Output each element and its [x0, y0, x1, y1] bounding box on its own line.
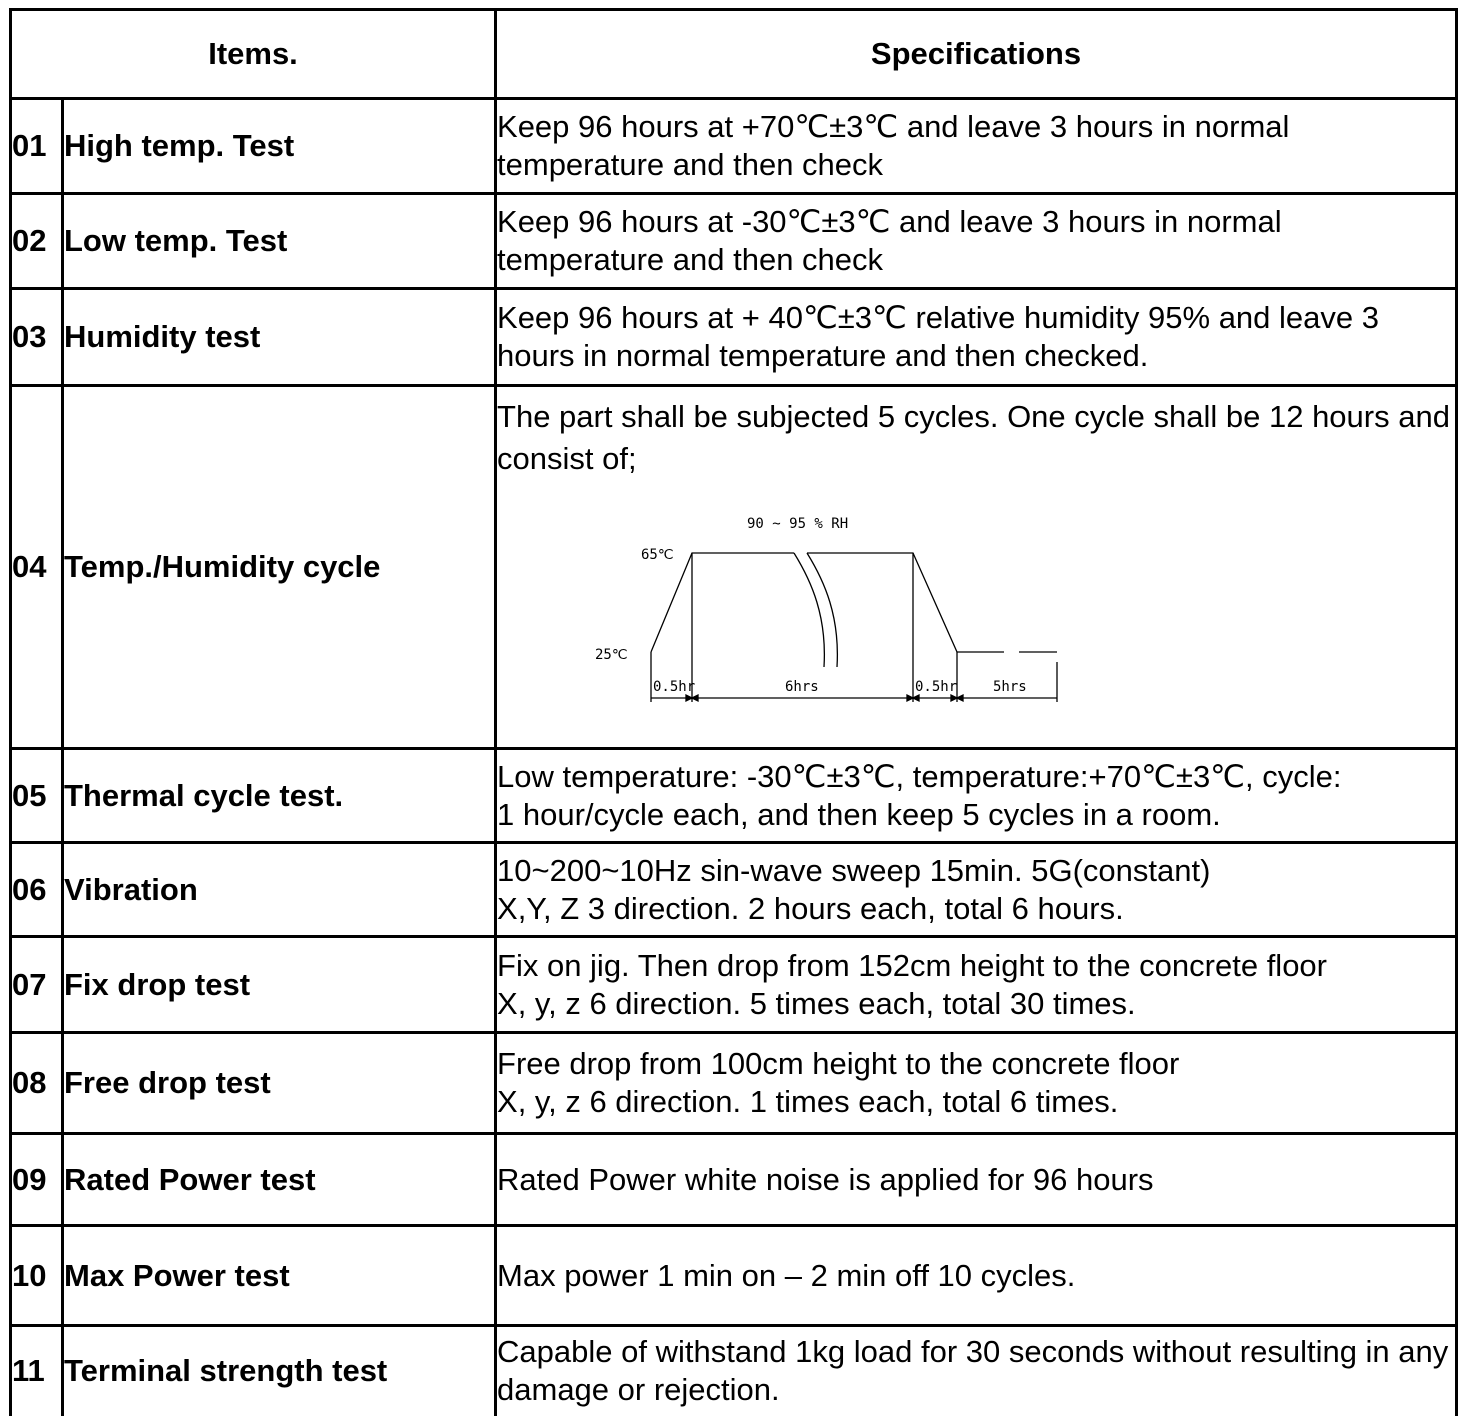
items-header: Items. — [11, 10, 496, 99]
item-name: Max Power test — [63, 1226, 496, 1326]
item-name: Free drop test — [63, 1033, 496, 1134]
table-row — [11, 1134, 1457, 1226]
segment-label: 6hrs — [785, 679, 819, 695]
spec-line: Low temperature: -30℃±3℃, temperature:+70℃±3℃, cycle: — [497, 758, 1342, 794]
item-name: Fix drop test — [63, 937, 496, 1033]
table-row — [11, 1326, 1457, 1416]
spec-line: X,Y, Z 3 direction. 2 hours each, total 6 hours. — [497, 890, 1124, 926]
spec-line: X, y, z 6 direction. 5 times each, total 30 times. — [497, 985, 1136, 1021]
item-name: Humidity test — [63, 289, 496, 386]
spec-cell — [496, 1326, 1457, 1416]
item-name: Rated Power test — [63, 1134, 496, 1226]
spec-line: temperature and then check — [497, 147, 884, 182]
spec-line: Capable of withstand 1kg load for 30 seconds without resulting in any — [497, 1334, 1449, 1370]
segment-label: 5hrs — [993, 679, 1027, 695]
row-number: 01 — [11, 99, 63, 194]
spec-line: X, y, z 6 direction. 1 times each, total 6 times. — [497, 1084, 1119, 1119]
spec-cell — [496, 843, 1457, 937]
item-name: Terminal strength test — [63, 1326, 496, 1416]
spec-line: Max power 1 min on – 2 min off 10 cycles. — [497, 1257, 1076, 1293]
table-row — [11, 386, 1457, 749]
table-row — [11, 194, 1457, 289]
row-number: 10 — [11, 1226, 63, 1326]
high-temp-label: 65℃ — [641, 547, 674, 563]
spec-line: Keep 96 hours at -30℃±3℃ and leave 3 hours in normal — [497, 204, 1282, 239]
spec-cell — [496, 386, 1457, 749]
spec-line: Keep 96 hours at +70℃±3℃ and leave 3 hours in normal — [497, 109, 1290, 144]
table-row — [11, 289, 1457, 386]
profile-rise-line — [651, 553, 794, 652]
table-row — [11, 1226, 1457, 1326]
row-number: 02 — [11, 194, 63, 289]
spec-line: Free drop from 100cm height to the concrete floor — [497, 1046, 1180, 1081]
table-row — [11, 1033, 1457, 1134]
row-number: 04 — [11, 386, 63, 749]
spec-cell — [496, 1226, 1457, 1326]
segment-label: 0.5hr — [915, 679, 958, 695]
spec-cell — [496, 1134, 1457, 1226]
item-name: Low temp. Test — [63, 194, 496, 289]
cycle-profile-diagram — [497, 477, 1137, 747]
test-spec-table — [9, 8, 1458, 1416]
table-row — [11, 749, 1457, 843]
row-number: 09 — [11, 1134, 63, 1226]
spec-line: Keep 96 hours at + 40℃±3℃ relative humidity 95% and leave 3 — [497, 300, 1379, 335]
row-number: 11 — [11, 1326, 63, 1416]
spec-cell — [496, 749, 1457, 843]
spec-line: The part shall be subjected 5 cycles. One cycle shall be 12 hours and — [497, 399, 1450, 434]
break-curve-left — [794, 553, 824, 667]
spec-cell — [496, 99, 1457, 194]
item-name: Temp./Humidity cycle — [63, 386, 496, 749]
specifications-header: Specifications — [496, 10, 1457, 99]
item-name: Thermal cycle test. — [63, 749, 496, 843]
segment-label: 0.5hr — [653, 679, 696, 695]
spec-cell — [496, 1033, 1457, 1134]
item-name: Vibration — [63, 843, 496, 937]
table-row — [11, 99, 1457, 194]
spec-line: Rated Power white noise is applied for 96 hours — [497, 1161, 1154, 1197]
row-number: 07 — [11, 937, 63, 1033]
spec-line: hours in normal temperature and then checked. — [497, 338, 1149, 373]
spec-cell — [496, 289, 1457, 386]
item-name: High temp. Test — [63, 99, 496, 194]
spec-line: 1 hour/cycle each, and then keep 5 cycles in a room. — [497, 796, 1221, 832]
spec-line: consist of; — [497, 441, 637, 476]
break-curve-right — [807, 553, 837, 667]
spec-line: temperature and then check — [497, 242, 884, 277]
spec-line: 10~200~10Hz sin-wave sweep 15min. 5G(constant) — [497, 852, 1211, 888]
spec-line: damage or rejection. — [497, 1372, 780, 1408]
row-number: 08 — [11, 1033, 63, 1134]
row-number: 05 — [11, 749, 63, 843]
temp-humidity-cycle-diagram — [497, 477, 1455, 747]
spec-cell — [496, 194, 1457, 289]
spec-cell — [496, 937, 1457, 1033]
row-number: 06 — [11, 843, 63, 937]
table-row — [11, 937, 1457, 1033]
header-row — [11, 10, 1457, 99]
row-number: 03 — [11, 289, 63, 386]
low-temp-label: 25℃ — [595, 647, 628, 663]
table-row — [11, 843, 1457, 937]
spec-line: Fix on jig. Then drop from 152cm height to the concrete floor — [497, 947, 1327, 983]
rh-label: 90 ~ 95 % RH — [747, 516, 849, 532]
